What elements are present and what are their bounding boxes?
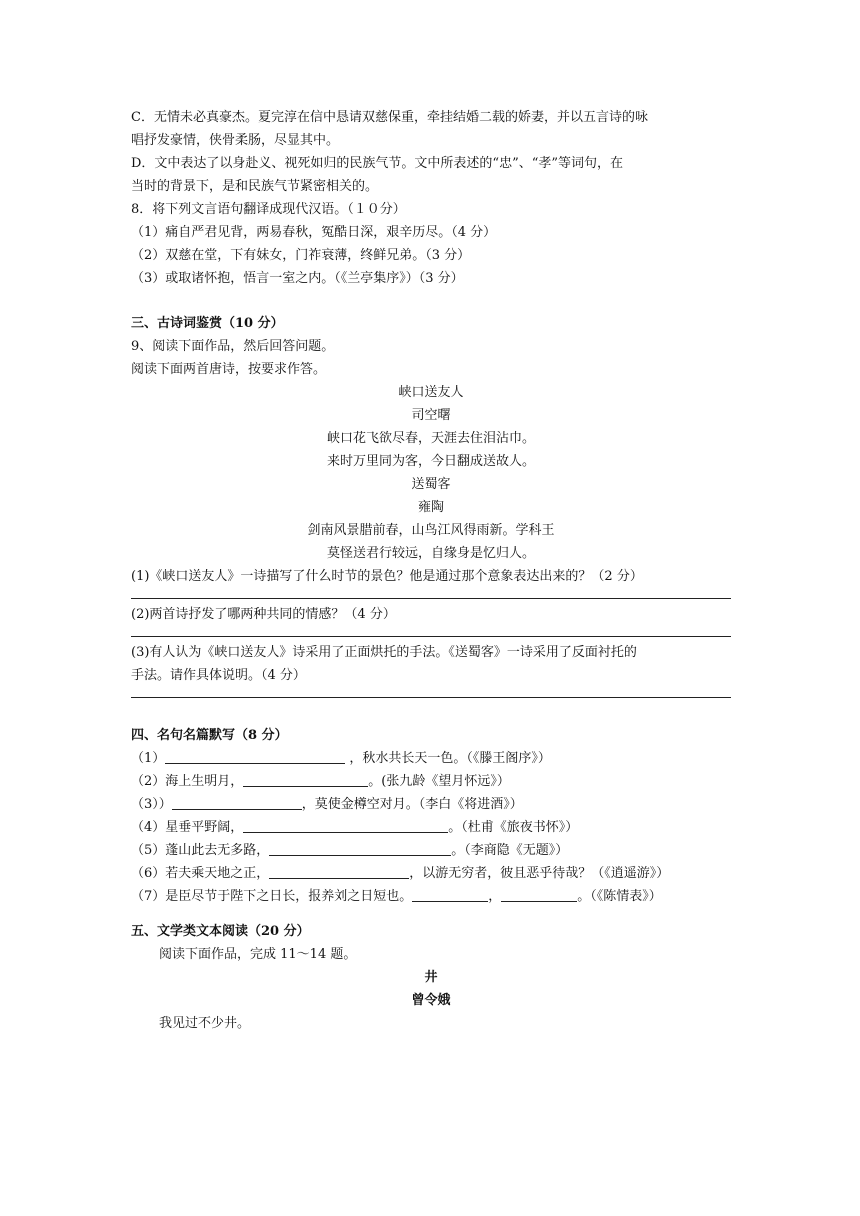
poem-1-title: 峡口送友人 <box>398 385 464 400</box>
fill-item-5-suffix: 。（李商隐《无题》） <box>451 843 569 858</box>
article-title: 井 <box>424 970 438 985</box>
fill-blank[interactable] <box>165 748 345 764</box>
option-d-line1: D．文中表达了以身赴义、视死如归的民族气节。文中所表述的“忠”、“孝”等词句，在 <box>131 156 624 171</box>
spacer <box>131 702 731 724</box>
fill-item-1-suffix: ，秋水共长天一色。（《滕王阁序》） <box>345 751 551 766</box>
fill-item-3 <box>131 793 731 816</box>
article-first-line: 我见过不少井。 <box>159 1016 251 1031</box>
section-3-heading: 三、古诗词鉴赏（10 分） <box>131 316 284 331</box>
fill-item-2 <box>131 770 731 793</box>
section-5-heading: 五、文学类文本阅读（20 分） <box>131 924 310 939</box>
fill-item-2-prefix: （2）海上生明月， <box>131 774 244 789</box>
fill-item-5 <box>131 839 731 862</box>
poem-2-line-2: 莫怪送君行较远，自缘身是忆归人。 <box>326 546 535 561</box>
poem-instructions: 阅读下面两首唐诗，按要求作答。 <box>131 362 327 377</box>
option-c-line2: 唱抒发豪情，侠骨柔肠，尽显其中。 <box>131 133 340 148</box>
fill-blank[interactable] <box>269 840 451 856</box>
fill-item-6-prefix: （6）若夫乘天地之正， <box>131 866 270 881</box>
spacer <box>131 908 731 920</box>
fill-blank[interactable] <box>412 886 488 902</box>
section-4-heading: 四、名句名篇默写（8 分） <box>131 728 288 743</box>
fill-item-6-suffix: ，以游无穷者，彼且恶乎待哉？（《逍遥游》） <box>409 866 670 881</box>
poem-2-line-1: 剑南风景腊前春，山鸟江风得雨新。学科王 <box>307 523 555 538</box>
article-author: 曾令娥 <box>411 993 451 1008</box>
fill-item-2-suffix: 。(张九龄《望月怀远》） <box>368 774 510 789</box>
fill-item-5-prefix: （5）蓬山此去无多路， <box>131 843 270 858</box>
page-content <box>131 106 731 1035</box>
fill-item-3-prefix: （3）） <box>131 797 172 812</box>
answer-line-1[interactable] <box>131 588 731 599</box>
fill-item-4-prefix: （4）星垂平野阔， <box>131 820 244 835</box>
question-9: 9、阅读下面作品，然后回答问题。 <box>131 339 335 354</box>
fill-item-1-prefix: （1） <box>131 751 166 766</box>
question-8-2: （2）双慈在堂，下有妹女，门祚衰薄，终鲜兄弟。（3 分） <box>131 248 471 263</box>
sub-question-3-line1: (3)有人认为《峡口送友人》诗采用了正面烘托的手法。《送蜀客》一诗采用了反面衬托的 <box>131 645 637 660</box>
answer-line-3[interactable] <box>131 687 731 698</box>
fill-item-7-suffix: 。（《陈情表》） <box>577 889 662 904</box>
section-5-instructions: 阅读下面作品，完成 11～14 题。 <box>159 947 357 962</box>
poem-2-author: 雍陶 <box>417 500 444 515</box>
fill-item-7-prefix: （7）是臣尽节于陛下之日长，报养刘之日短也。 <box>131 889 413 904</box>
question-8-1: （1）痛自严君见背，两易春秋，冤酷日深，艰辛历尽。（4 分） <box>131 225 497 240</box>
question-8: 8．将下列文言语句翻译成现代汉语。（１０分） <box>131 202 406 217</box>
fill-blank[interactable] <box>172 794 302 810</box>
fill-blank[interactable] <box>501 886 577 902</box>
fill-item-6 <box>131 862 731 885</box>
option-d-line2: 当时的背景下，是和民族气节紧密相关的。 <box>131 179 379 194</box>
fill-item-4 <box>131 816 731 839</box>
question-8-3: （3）或取诸怀抱，悟言一室之内。（《兰亭集序》）（3 分） <box>131 271 464 286</box>
answer-line-2[interactable] <box>131 626 731 637</box>
poem-1-line-2: 来时万里同为客，今日翻成送故人。 <box>326 454 535 469</box>
fill-item-7-mid: ， <box>488 889 502 904</box>
fill-blank[interactable] <box>269 863 409 879</box>
fill-item-4-suffix: 。（杜甫《旅夜书怀》） <box>448 820 579 835</box>
fill-blank[interactable] <box>243 771 368 787</box>
poem-1-line-1: 峡口花飞欲尽春，天涯去住泪沾巾。 <box>326 431 535 446</box>
fill-item-1 <box>131 747 731 770</box>
fill-item-7 <box>131 885 731 908</box>
poem-2-title: 送蜀客 <box>411 477 451 492</box>
fill-item-3-suffix: ，莫使金樽空对月。（李白《将进酒》） <box>301 797 523 812</box>
option-c-line1: C．无情未必真豪杰。夏完淳在信中恳请双慈保重，牵挂结婚二载的娇妻，并以五言诗的咏 <box>131 110 648 125</box>
spacer <box>131 290 731 312</box>
fill-blank[interactable] <box>243 817 448 833</box>
poem-1-author: 司空曙 <box>411 408 451 423</box>
sub-question-1: (1)《峡口送友人》一诗描写了什么时节的景色？他是通过那个意象表达出来的？（2 分） <box>131 569 643 584</box>
sub-question-3-line2: 手法。请作具体说明。（4 分） <box>131 668 306 683</box>
sub-question-2: (2)两首诗抒发了哪两种共同的情感？（4 分） <box>131 607 396 622</box>
